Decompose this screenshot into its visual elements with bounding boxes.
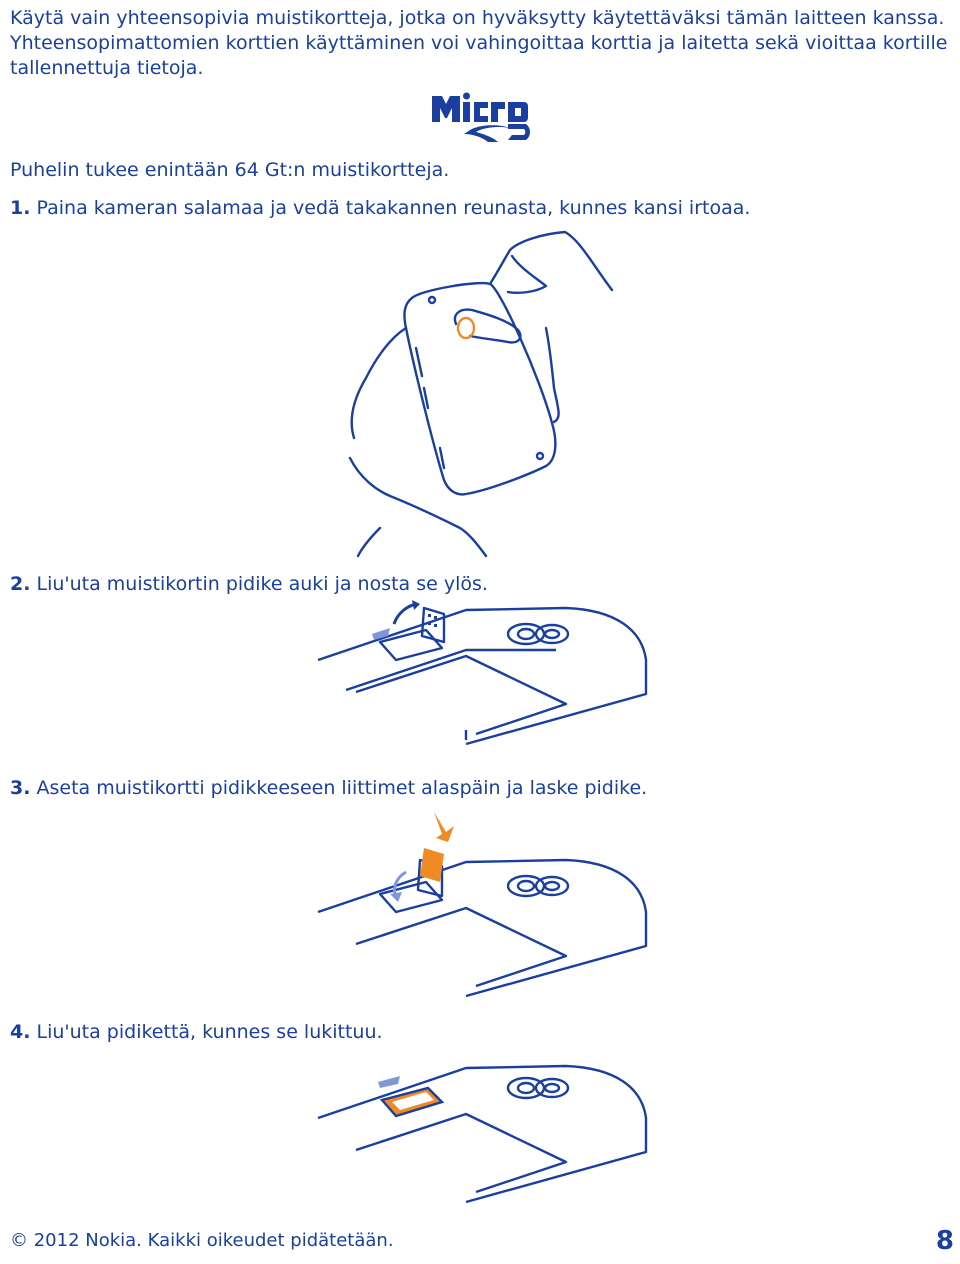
step-number: 3. — [10, 777, 31, 799]
open-card-holder-illustration — [316, 600, 650, 750]
step-number: 4. — [10, 1021, 31, 1043]
step-4 — [10, 1020, 383, 1045]
step-text: Liu'uta muistikortin pidike auki ja nosta se ylös. — [36, 573, 488, 595]
page-number: 8 — [935, 1226, 954, 1256]
insert-card-illustration — [316, 812, 650, 1002]
step-3 — [10, 776, 647, 801]
step-1 — [10, 196, 750, 221]
step-2 — [10, 572, 488, 597]
microsd-logo — [430, 90, 538, 142]
step-number: 1. — [10, 197, 31, 219]
step-text: Liu'uta pidikettä, kunnes se lukittuu. — [36, 1021, 383, 1043]
lock-card-holder-illustration — [316, 1058, 650, 1208]
intro-paragraph: Käytä vain yhteensopivia muistikortteja, jotka on hyväksytty käytettäväksi tämän laitteen kanssa. Yhteensopimattomien korttien käyttäminen voi vahingoittaa korttia ja laitetta sekä vioittaa kortille tallennettuja tietoja. — [10, 7, 948, 79]
remove-back-cover-illustration — [340, 228, 630, 558]
memory-support-note: Puhelin tukee enintään 64 Gt:n muistikortteja. — [10, 159, 450, 181]
step-text: Paina kameran salamaa ja vedä takakannen reunasta, kunnes kansi irtoaa. — [36, 197, 751, 219]
step-number: 2. — [10, 573, 31, 595]
step-text: Aseta muistikortti pidikkeeseen liittimet alaspäin ja laske pidike. — [36, 777, 648, 799]
copyright-notice: © 2012 Nokia. Kaikki oikeudet pidätetään. — [10, 1230, 394, 1251]
